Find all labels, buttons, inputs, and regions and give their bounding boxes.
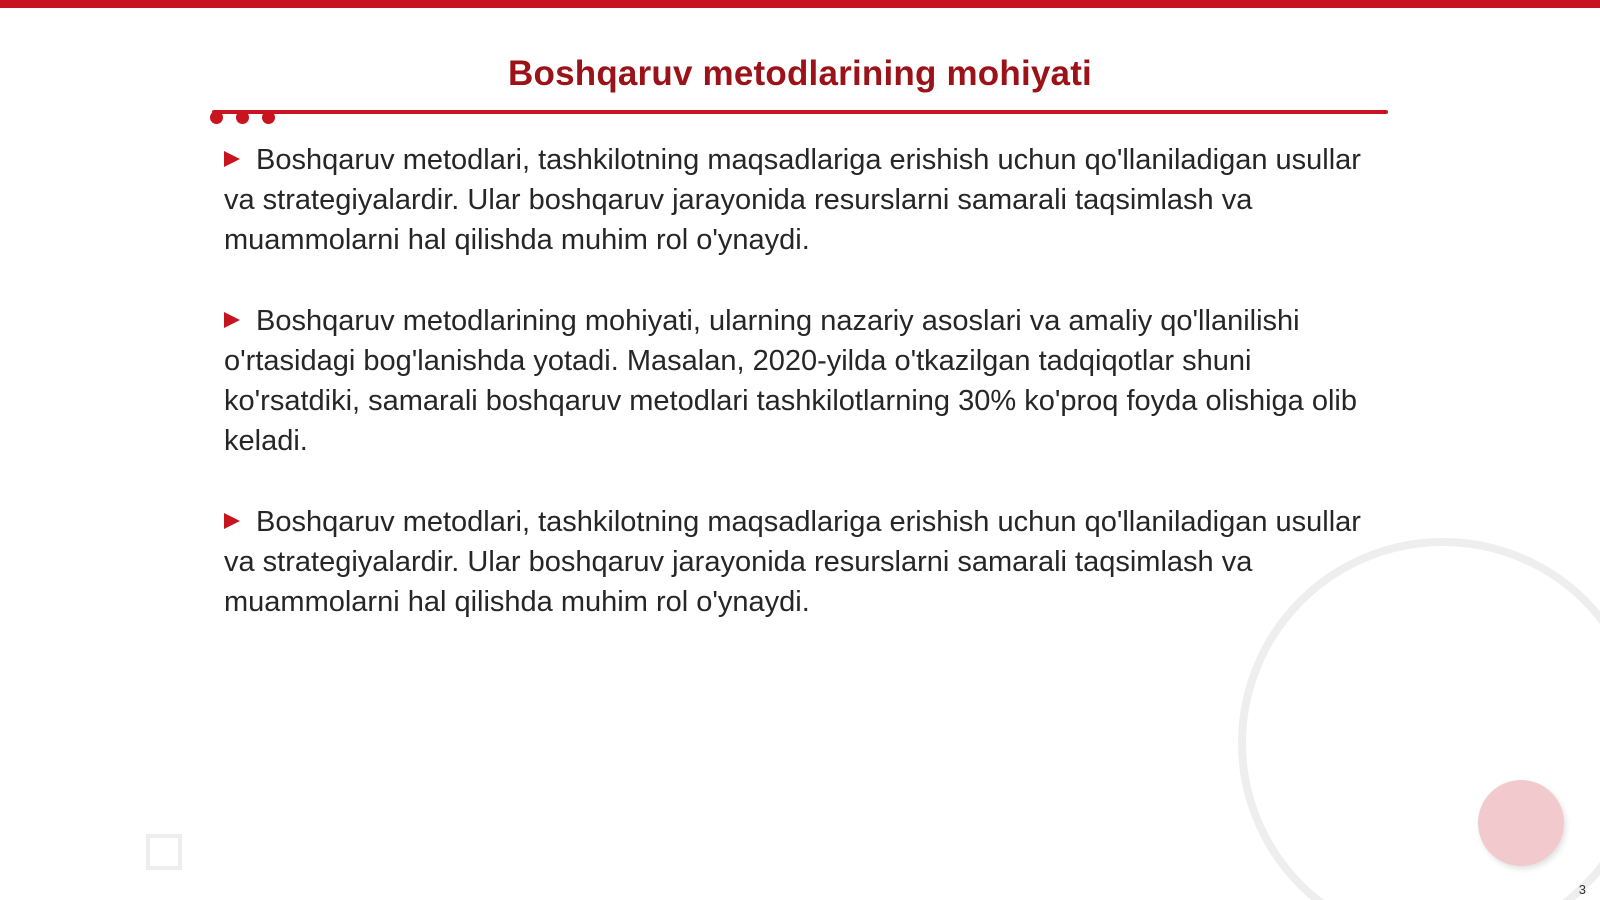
title-dots — [210, 111, 275, 125]
slide-title: Boshqaruv metodlarining mohiyati — [508, 54, 1092, 93]
decor-dot — [262, 111, 275, 124]
decor-square — [146, 834, 182, 870]
triangle-right-icon — [224, 312, 240, 328]
triangle-right-icon — [224, 151, 240, 167]
page-number: 3 — [1578, 882, 1586, 897]
bullet-item — [224, 502, 1384, 622]
top-accent-bar — [0, 0, 1600, 8]
bullet-item — [224, 140, 1384, 260]
decor-dot — [236, 111, 249, 124]
bullet-text: Boshqaruv metodlari, tashkilotning maqsadlariga erishish uchun qo'llaniladigan usullar va strategiyalardir. Ular boshqaruv jarayonida resurslarni samarali taqsimlash va muammolarni hal qilishda muhim rol o'ynaydi. — [224, 144, 1361, 256]
bullet-item — [224, 301, 1384, 461]
decor-circle — [1478, 780, 1564, 866]
bullet-text: Boshqaruv metodlarining mohiyati, ularning nazariy asoslari va amaliy qo'llanilishi o'rtasidagi bog'lanishda yotadi. Masalan, 2020-yilda o'tkazilgan tadqiqotlar shuni ko'rsatdiki, samarali boshqaruv metodlari tashkilotlarning 30% ko'proq foyda olishiga olib keladi. — [224, 305, 1357, 457]
bullet-list — [224, 140, 1384, 663]
bullet-text: Boshqaruv metodlari, tashkilotning maqsadlariga erishish uchun qo'llaniladigan usullar va strategiyalardir. Ular boshqaruv jarayonida resurslarni samarali taqsimlash va muammolarni hal qilishda muhim rol o'ynaydi. — [224, 506, 1361, 618]
title-underline — [212, 110, 1388, 114]
decor-dot — [210, 111, 223, 124]
triangle-right-icon — [224, 513, 240, 529]
